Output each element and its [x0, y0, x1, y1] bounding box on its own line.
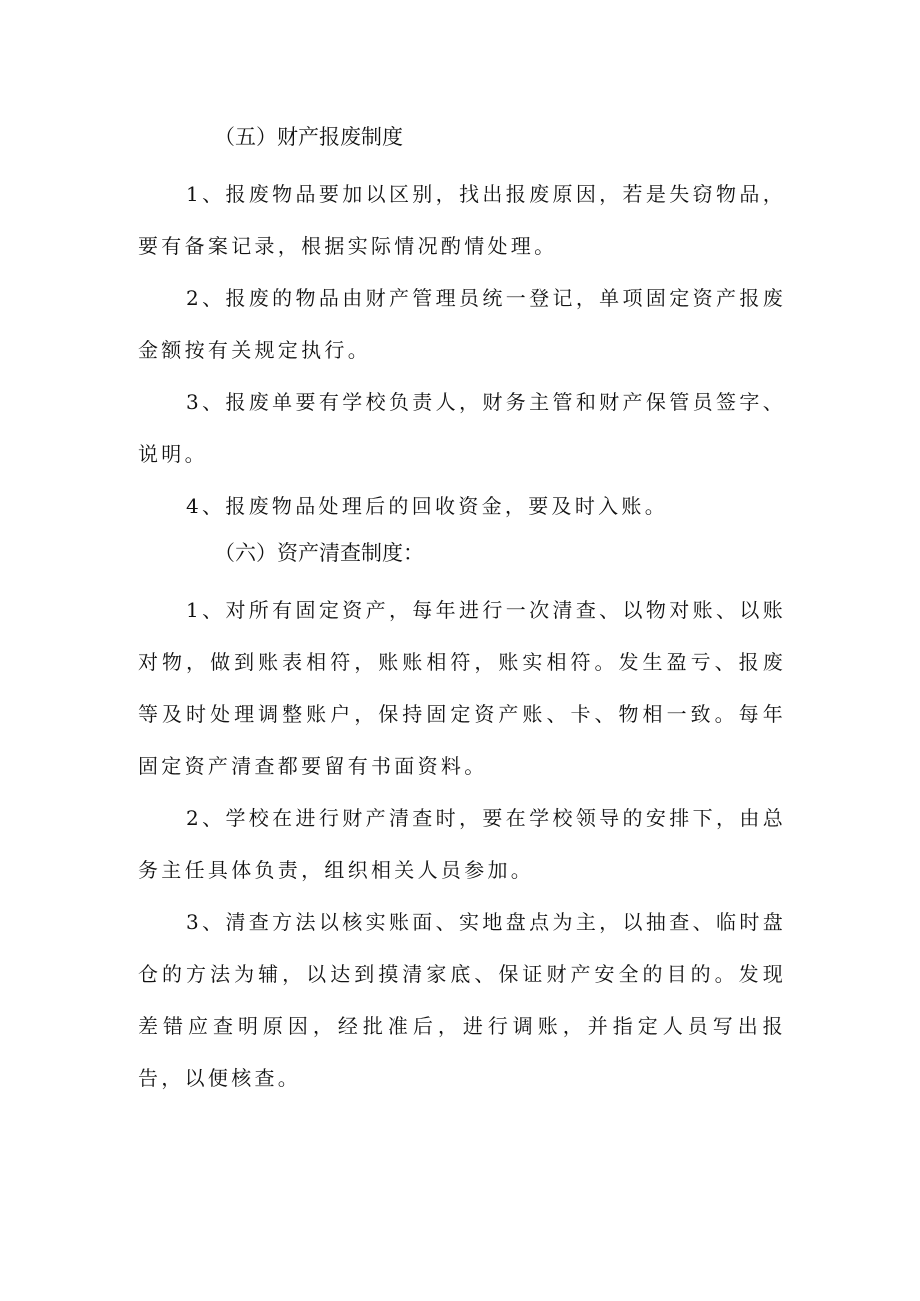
- inventory-item-1: 1、对所有固定资产，每年进行一次清查、以物对账、以账对物，做到账表相符，账账相符，账实相符。发生盈亏、报废等及时处理调整账户，保持固定资产账、卡、物相一致。每年固定资产清查都要留有书面资料。: [138, 598, 786, 778]
- section-heading-property-scrapping: （五）财产报废制度: [214, 125, 403, 149]
- scrapping-item-1: 1、报废物品要加以区别，找出报废原因，若是失窃物品，要有备案记录，根据实际情况酌情处理。: [138, 182, 786, 258]
- document-body: [138, 118, 786, 1104]
- scrapping-item-2: 2、报废的物品由财产管理员统一登记，单项固定资产报废金额按有关规定执行。: [138, 286, 786, 362]
- scrapping-item-4: 4、报废物品处理后的回收资金，要及时入账。: [186, 494, 669, 518]
- inventory-item-3: 3、清查方法以核实账面、实地盘点为主，以抽查、临时盘仓的方法为辅，以达到摸清家底、保证财产安全的目的。发现差错应查明原因，经批准后，进行调账，并指定人员写出报告，以便核查。: [138, 910, 786, 1090]
- section-heading-asset-inventory: （六）资产清查制度：: [214, 541, 424, 565]
- inventory-item-2: 2、学校在进行财产清查时，要在学校领导的安排下，由总务主任具体负责，组织相关人员参加。: [138, 806, 786, 882]
- scrapping-item-3: 3、报废单要有学校负责人，财务主管和财产保管员签字、说明。: [138, 390, 786, 466]
